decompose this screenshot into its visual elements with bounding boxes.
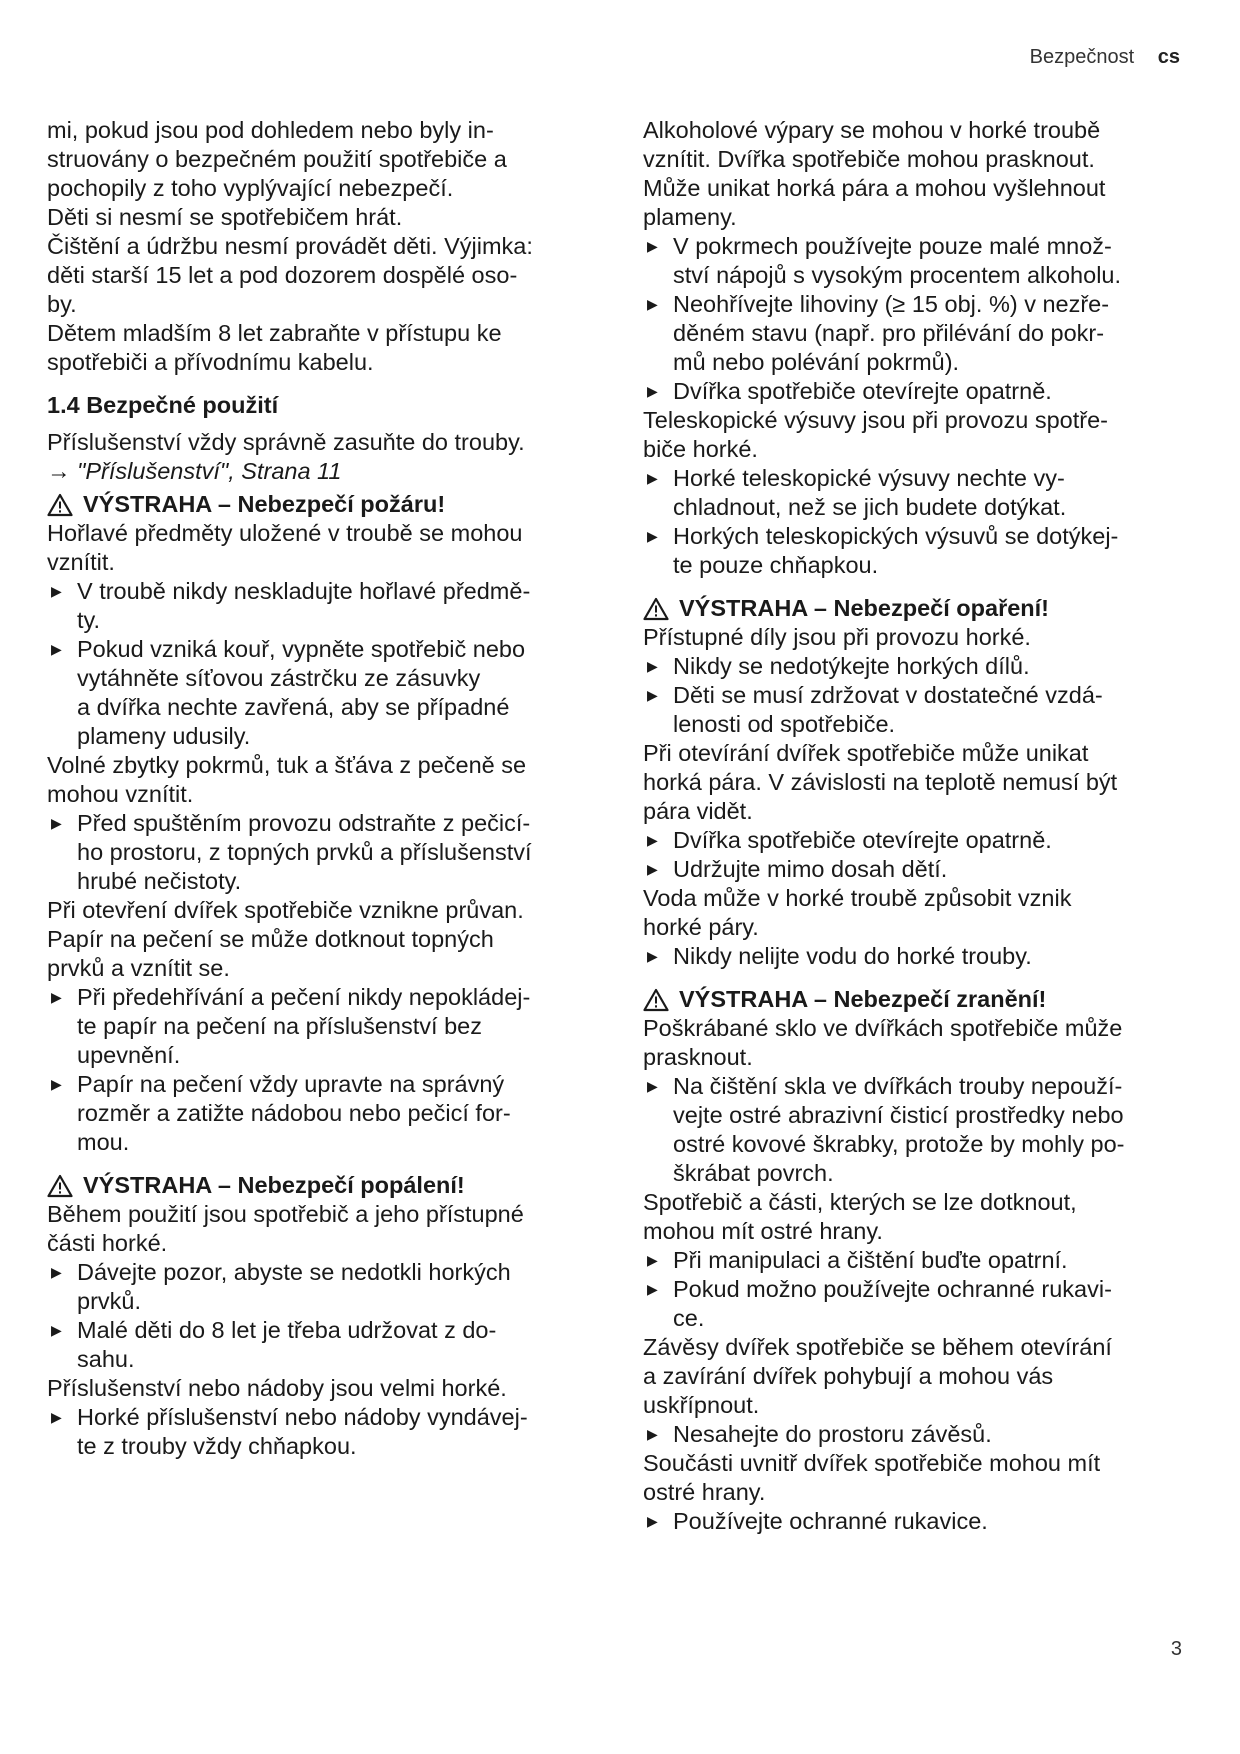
bullet-continuation: sahu. xyxy=(77,1346,135,1372)
warning-heading xyxy=(643,985,1183,1014)
bullet-arrow-icon: ▶ xyxy=(51,583,62,599)
page-number: 3 xyxy=(1170,1638,1182,1660)
paragraph: struovány o bezpečném použití spotřebiče a xyxy=(47,146,507,172)
bullet-arrow-icon: ▶ xyxy=(51,989,62,1005)
bullet-item: ▶ Dávejte pozor, abyste se nedotkli horkých xyxy=(51,1259,511,1285)
bullet-continuation: ho prostoru, z topných prvků a příslušenství xyxy=(77,839,532,865)
warning-triangle-icon xyxy=(47,493,73,517)
paragraph: Papír na pečení se může dotknout topných xyxy=(47,926,494,952)
bullet-item: ▶ Horké teleskopické výsuvy nechte vy- xyxy=(647,465,1065,491)
warning-title: VÝSTRAHA – Nebezpečí popálení! xyxy=(83,1172,465,1198)
paragraph: mohou vznítit. xyxy=(47,781,194,807)
cross-reference-link[interactable]: → "Příslušenství", Strana 11 xyxy=(47,458,342,484)
paragraph: mi, pokud jsou pod dohledem nebo byly in- xyxy=(47,117,494,143)
paragraph: Během použití jsou spotřebič a jeho přístupné xyxy=(47,1201,524,1227)
paragraph: prasknout. xyxy=(643,1044,753,1070)
bullet-item: ▶ Před spuštěním provozu odstraňte z pečicí- xyxy=(51,810,531,836)
paragraph: vznítit. xyxy=(47,549,115,575)
bullet-item: ▶ Malé děti do 8 let je třeba udržovat z do- xyxy=(51,1317,497,1343)
section-title: Bezpečnost xyxy=(1029,46,1135,68)
paragraph: biče horké. xyxy=(643,436,758,462)
paragraph: děti starší 15 let a pod dozorem dospělé oso- xyxy=(47,262,518,288)
paragraph: Děti si nesmí se spotřebičem hrát. xyxy=(47,204,403,230)
paragraph: mohou mít ostré hrany. xyxy=(643,1218,883,1244)
bullet-arrow-icon: ▶ xyxy=(647,296,658,312)
language-code: cs xyxy=(1157,46,1180,68)
bullet-continuation: mů nebo polévání pokrmů). xyxy=(673,349,960,375)
paragraph: Při otevírání dvířek spotřebiče může unikat xyxy=(643,740,1089,766)
paragraph: Přístupné díly jsou při provozu horké. xyxy=(643,624,1031,650)
paragraph: Teleskopické výsuvy jsou při provozu spotře- xyxy=(643,407,1108,433)
paragraph: Příslušenství nebo nádoby jsou velmi horké. xyxy=(47,1375,507,1401)
warning-triangle-icon xyxy=(643,988,669,1012)
bullet-continuation: škrábat povrch. xyxy=(673,1160,834,1186)
bullet-arrow-icon: ▶ xyxy=(51,1076,62,1092)
paragraph: Závěsy dvířek spotřebiče se během otevírání xyxy=(643,1334,1112,1360)
bullet-item: ▶ Děti se musí zdržovat v dostatečné vzdá- xyxy=(647,682,1103,708)
bullet-continuation: hrubé nečistoty. xyxy=(77,868,242,894)
section-heading: 1.4 Bezpečné použití xyxy=(47,392,279,418)
bullet-continuation: lenosti od spotřebiče. xyxy=(673,711,896,737)
bullet-continuation: te pouze chňapkou. xyxy=(673,552,879,578)
bullet-item: ▶ Papír na pečení vždy upravte na správný xyxy=(51,1071,505,1097)
paragraph: by. xyxy=(47,291,77,317)
right-column xyxy=(643,116,1183,1536)
warning-heading xyxy=(643,594,1183,623)
bullet-arrow-icon: ▶ xyxy=(647,1281,658,1297)
bullet-item: ▶ Při manipulaci a čištění buďte opatrní. xyxy=(647,1247,1068,1273)
left-column xyxy=(47,116,587,1461)
bullet-continuation: mou. xyxy=(77,1129,130,1155)
paragraph: Poškrábané sklo ve dvířkách spotřebiče může xyxy=(643,1015,1123,1041)
bullet-continuation: te z trouby vždy chňapkou. xyxy=(77,1433,357,1459)
paragraph: horká pára. V závislosti na teplotě nemusí být xyxy=(643,769,1118,795)
bullet-arrow-icon: ▶ xyxy=(51,1409,62,1425)
bullet-continuation: ce. xyxy=(673,1305,705,1331)
bullet-arrow-icon: ▶ xyxy=(647,1426,658,1442)
warning-triangle-icon xyxy=(643,597,669,621)
paragraph: uskřípnout. xyxy=(643,1392,760,1418)
bullet-item: ▶ Neohřívejte lihoviny (≥ 15 obj. %) v nezře- xyxy=(647,291,1110,317)
paragraph: Příslušenství vždy správně zasuňte do trouby. xyxy=(47,429,525,455)
bullet-item: ▶ Dvířka spotřebiče otevírejte opatrně. xyxy=(647,378,1052,404)
bullet-arrow-icon: ▶ xyxy=(51,1322,62,1338)
bullet-arrow-icon: ▶ xyxy=(51,641,62,657)
paragraph: vznítit. Dvířka spotřebiče mohou prasknout. xyxy=(643,146,1095,172)
bullet-continuation: upevnění. xyxy=(77,1042,181,1068)
paragraph: Voda může v horké troubě způsobit vznik xyxy=(643,885,1072,911)
paragraph: Čištění a údržbu nesmí provádět děti. Výjimka: xyxy=(47,233,533,259)
bullet-arrow-icon: ▶ xyxy=(51,1264,62,1280)
bullet-arrow-icon: ▶ xyxy=(647,238,658,254)
bullet-item: ▶ Horké příslušenství nebo nádoby vyndávej- xyxy=(51,1404,528,1430)
bullet-item: ▶ Nesahejte do prostoru závěsů. xyxy=(647,1421,992,1447)
paragraph: Hořlavé předměty uložené v troubě se mohou xyxy=(47,520,523,546)
bullet-continuation: děném stavu (např. pro přilévání do pokr- xyxy=(673,320,1105,346)
bullet-continuation: a dvířka nechte zavřená, aby se případné xyxy=(77,694,510,720)
page-header xyxy=(1030,46,1180,69)
bullet-arrow-icon: ▶ xyxy=(647,528,658,544)
paragraph: Volné zbytky pokrmů, tuk a šťáva z pečeně se xyxy=(47,752,527,778)
bullet-continuation: vytáhněte síťovou zástrčku ze zásuvky xyxy=(77,665,481,691)
paragraph: prvků a vznítit se. xyxy=(47,955,230,981)
bullet-continuation: rozměr a zatižte nádobou nebo pečicí for- xyxy=(77,1100,511,1126)
paragraph: horké páry. xyxy=(643,914,759,940)
bullet-continuation: ty. xyxy=(77,607,101,633)
paragraph: ostré hrany. xyxy=(643,1479,766,1505)
bullet-arrow-icon: ▶ xyxy=(51,815,62,831)
warning-title: VÝSTRAHA – Nebezpečí zranění! xyxy=(679,986,1047,1012)
paragraph: plameny. xyxy=(643,204,737,230)
paragraph: pára vidět. xyxy=(643,798,753,824)
bullet-arrow-icon: ▶ xyxy=(647,687,658,703)
bullet-arrow-icon: ▶ xyxy=(647,1078,658,1094)
bullet-item: ▶ V pokrmech používejte pouze malé množ- xyxy=(647,233,1112,259)
warning-heading xyxy=(47,490,587,519)
paragraph: Může unikat horká pára a mohou vyšlehnout xyxy=(643,175,1106,201)
warning-triangle-icon xyxy=(47,1174,73,1198)
bullet-item: ▶ Pokud vzniká kouř, vypněte spotřebič nebo xyxy=(51,636,526,662)
paragraph: Při otevření dvířek spotřebiče vznikne průvan. xyxy=(47,897,524,923)
bullet-item: ▶ Na čištění skla ve dvířkách trouby nepouží- xyxy=(647,1073,1123,1099)
bullet-arrow-icon: ▶ xyxy=(647,832,658,848)
bullet-continuation: ostré kovové škrabky, protože by mohly po- xyxy=(673,1131,1125,1157)
bullet-arrow-icon: ▶ xyxy=(647,1513,658,1529)
bullet-item: ▶ Nikdy nelijte vodu do horké trouby. xyxy=(647,943,1032,969)
bullet-item: ▶ Dvířka spotřebiče otevírejte opatrně. xyxy=(647,827,1052,853)
paragraph: a zavírání dvířek pohybují a mohou vás xyxy=(643,1363,1054,1389)
paragraph: Spotřebič a části, kterých se lze dotknout, xyxy=(643,1189,1077,1215)
bullet-continuation: chladnout, než se jich budete dotýkat. xyxy=(673,494,1067,520)
bullet-arrow-icon: ▶ xyxy=(647,1252,658,1268)
paragraph: Součásti uvnitř dvířek spotřebiče mohou mít xyxy=(643,1450,1101,1476)
bullet-continuation: plameny udusily. xyxy=(77,723,251,749)
warning-title: VÝSTRAHA – Nebezpečí požáru! xyxy=(83,491,446,517)
bullet-item: ▶ Nikdy se nedotýkejte horkých dílů. xyxy=(647,653,1030,679)
bullet-continuation: vejte ostré abrazivní čisticí prostředky nebo xyxy=(673,1102,1124,1128)
paragraph: pochopily z toho vyplývající nebezpečí. xyxy=(47,175,454,201)
bullet-continuation: prvků. xyxy=(77,1288,141,1314)
paragraph: Alkoholové výpary se mohou v horké troubě xyxy=(643,117,1101,143)
bullet-item: ▶ Horkých teleskopických výsuvů se dotýkej- xyxy=(647,523,1119,549)
bullet-item: ▶ Při předehřívání a pečení nikdy nepokládej- xyxy=(51,984,531,1010)
paragraph: Dětem mladším 8 let zabraňte v přístupu ke xyxy=(47,320,502,346)
paragraph: části horké. xyxy=(47,1230,168,1256)
bullet-arrow-icon: ▶ xyxy=(647,658,658,674)
warning-title: VÝSTRAHA – Nebezpečí opaření! xyxy=(679,595,1049,621)
bullet-item: ▶ Udržujte mimo dosah dětí. xyxy=(647,856,948,882)
bullet-item: ▶ Používejte ochranné rukavice. xyxy=(647,1508,988,1534)
bullet-arrow-icon: ▶ xyxy=(647,383,658,399)
bullet-continuation: te papír na pečení na příslušenství bez xyxy=(77,1013,482,1039)
bullet-arrow-icon: ▶ xyxy=(647,861,658,877)
bullet-item: ▶ V troubě nikdy neskladujte hořlavé předmě- xyxy=(51,578,531,604)
bullet-continuation: ství nápojů s vysokým procentem alkoholu. xyxy=(673,262,1122,288)
warning-heading xyxy=(47,1171,587,1200)
bullet-item: ▶ Pokud možno používejte ochranné rukavi- xyxy=(647,1276,1112,1302)
bullet-arrow-icon: ▶ xyxy=(647,470,658,486)
paragraph: spotřebiči a přívodnímu kabelu. xyxy=(47,349,374,375)
bullet-arrow-icon: ▶ xyxy=(647,948,658,964)
